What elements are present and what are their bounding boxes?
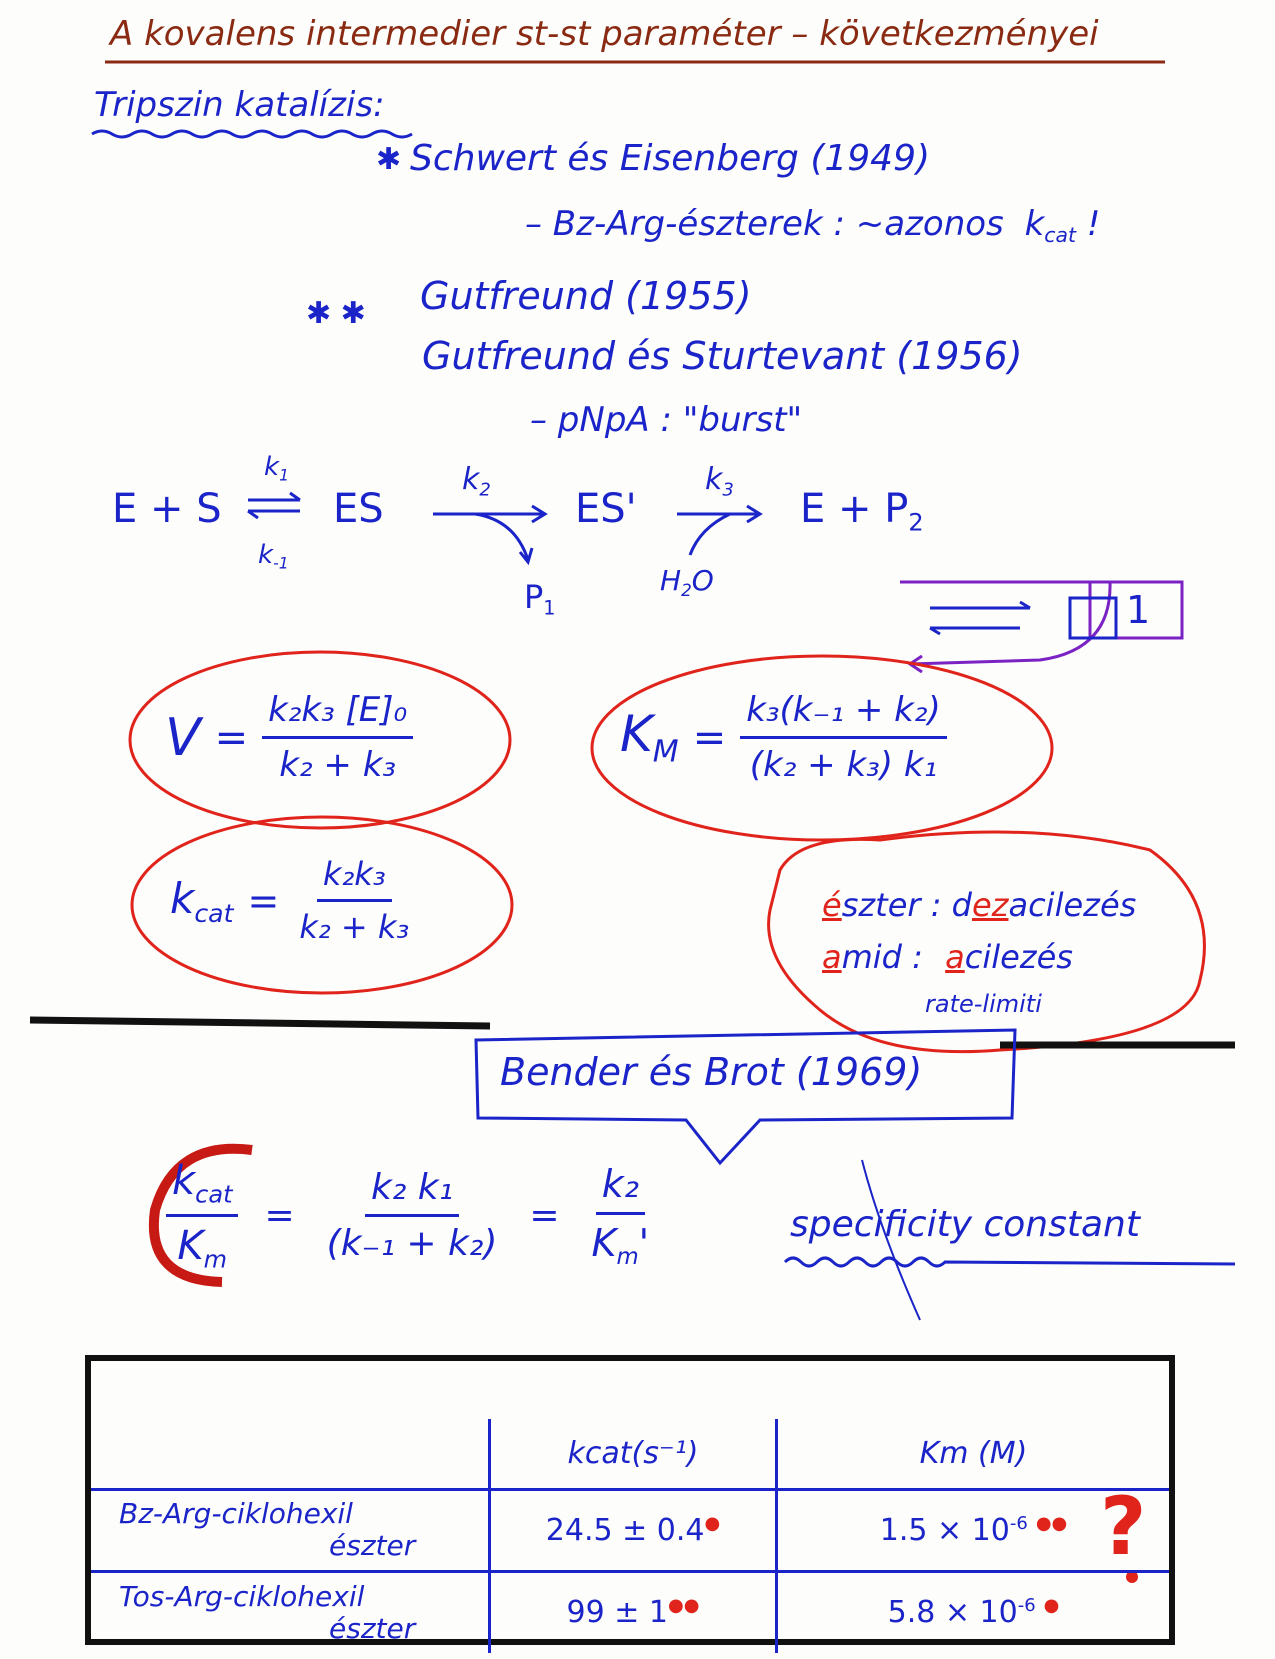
- double-star-icon: ✱ ✱: [306, 296, 366, 331]
- scheme-es: ES: [333, 486, 384, 532]
- table-header-km: Km (M): [777, 1419, 1170, 1489]
- section-subtitle: Tripszin katalízis:: [94, 85, 385, 125]
- rate-k2: $k_2$: [462, 462, 491, 501]
- table-header-kcat: kcat(s⁻¹): [490, 1419, 777, 1489]
- subtitle-underline: [92, 131, 412, 137]
- substrate-name: Bz-Arg-ciklohexil észter: [119, 1497, 416, 1562]
- table-row: [91, 1571, 1169, 1653]
- ref-gutfreund-1956: Gutfreund és Sturtevant (1956): [422, 334, 1023, 378]
- specificity-constant-label: specificity constant: [790, 1204, 1140, 1245]
- scheme-reactants: E + S: [112, 486, 222, 532]
- kcat-value: 99 ± 1●●: [490, 1571, 777, 1653]
- table-header-row: [91, 1419, 1169, 1489]
- ref-schwert: Schwert és Eisenberg (1949): [410, 138, 931, 179]
- page-title: A kovalens intermedier st-st paraméter – következményei: [110, 14, 1099, 54]
- km-value: $1.5 \times 10^{-6}$ ●●: [777, 1489, 1170, 1571]
- scheme-products: $E + P_2$: [800, 486, 924, 537]
- star-icon: ✱: [376, 142, 402, 177]
- ref-pnpa-burst: – pNpA : "burst": [530, 400, 803, 440]
- equation-kcat: $k_{cat}$ = $\frac{\text{k₂k₃}}{\text{k₂ + k₃}}$: [170, 855, 410, 946]
- product-p1: $P_1$: [524, 578, 556, 620]
- note-amide: amid : acilezés: [822, 938, 1073, 976]
- ref-gutfreund-1955: Gutfreund (1955): [420, 274, 752, 318]
- kcat-value: 24.5 ± 0.4●: [490, 1489, 777, 1571]
- note-ester: észter : dezacilezés: [822, 886, 1137, 924]
- water-label: $H_2O$: [660, 564, 714, 600]
- note-rate-limiting: rate-limiti: [925, 990, 1042, 1018]
- rate-k1: $k_1$: [264, 452, 289, 485]
- kinetics-table: [91, 1419, 1169, 1653]
- equation-specificity: $\frac{k_{cat}}{K_m}$ = $\frac{\text{k₂ k₁}}{\text{(k₋₁ + k₂)}}$ = $\frac{\text{k₂}}{K_m'}$: [166, 1158, 655, 1274]
- bender-brot-ref: Bender és Brot (1969): [500, 1050, 923, 1094]
- box-label: 1: [1126, 588, 1151, 632]
- spec-underline: [785, 1258, 1235, 1266]
- rate-k-minus-1: $k_{-1}$: [258, 540, 289, 573]
- question-mark: ?: [1100, 1480, 1147, 1573]
- equation-v: V = $\frac{\text{k₂k₃ [E]₀}}{\text{k₂ + k₃}}$: [165, 690, 413, 785]
- substrate-name: Tos-Arg-ciklohexil észter: [119, 1579, 416, 1645]
- ref-schwert-note: – Bz-Arg-észterek : ~azonos $k_{cat}$ !: [525, 204, 1101, 248]
- separator: [30, 1020, 1235, 1045]
- rate-k3: $k_3$: [705, 462, 734, 501]
- scheme-es-prime: ES': [575, 486, 637, 532]
- kinetics-table-frame: [85, 1355, 1175, 1645]
- table-header-empty: [91, 1419, 490, 1489]
- equation-km: $K_M$ = $\frac{\text{k₃(k₋₁ + k₂)}}{\text{(k₂ + k₃) k₁}}$: [620, 690, 947, 785]
- table-row: [91, 1489, 1169, 1571]
- km-value: $5.8 \times 10^{-6}$ ●: [777, 1571, 1170, 1653]
